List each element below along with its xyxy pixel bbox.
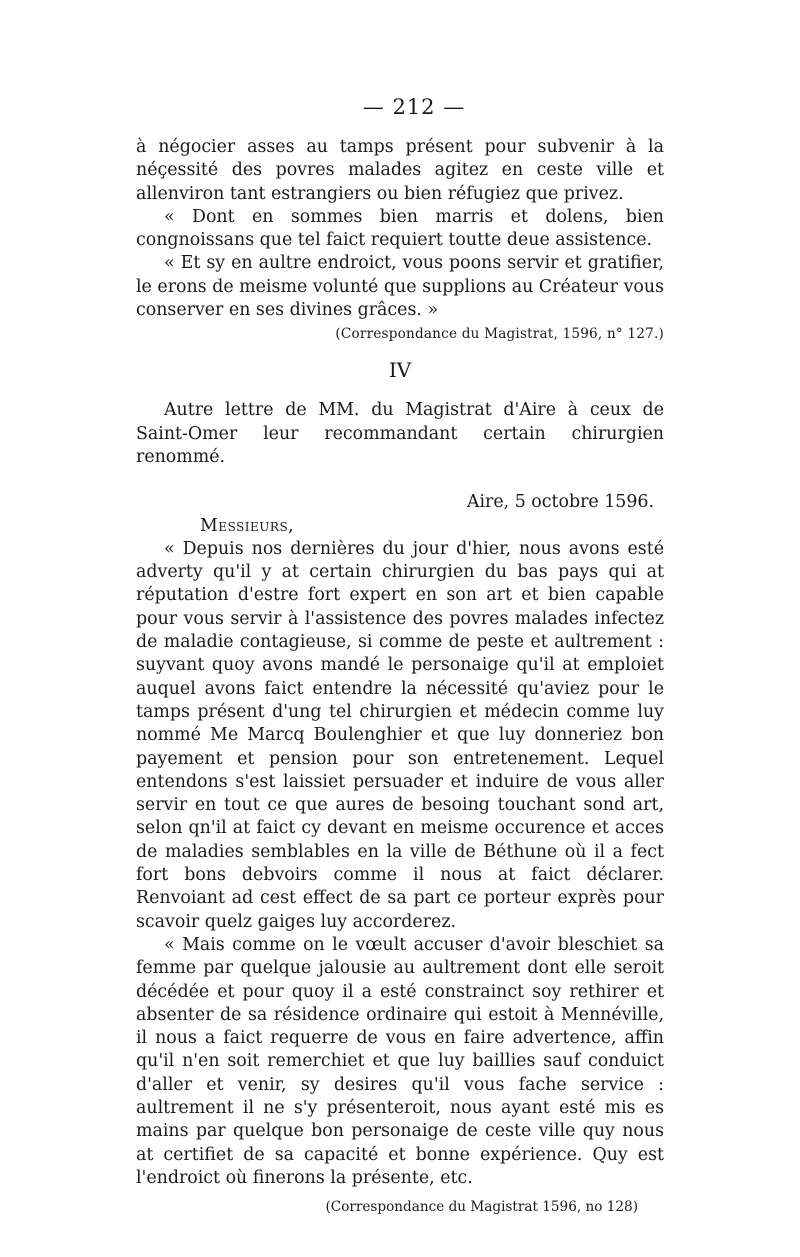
letter-date: Aire, 5 octobre 1596. xyxy=(466,492,654,513)
citation: (Correspondance du Magistrat, 1596, n° 127.) xyxy=(335,326,664,343)
document-page xyxy=(136,92,664,1218)
section-heading: IV xyxy=(388,358,412,383)
paragraph: « Mais comme on le vœult accuser d'avoir bleschiet sa femme par quelque jalousie au aultrement dont elle seroit décédée et pour quoy il a esté constrainct soy rethirer et absenter de sa résidence ordinaire qui estoit à Mennéville, il nous a faict requerre de vous en faire advertence, affin qu'il n'en soit remerchiet et que luy baillies sauf conduict d'aller et venir, sy desires qu'il vous fache service : aultrement il ne s'y présenteroit, nous ayant esté mis es mains par quelque bon personaige de ceste ville quy nous at certifiet de sa capacité et bonne expérience. Quy est l'endroict où finerons la présente, etc. xyxy=(136,934,664,1188)
letter-summary: Autre lettre de MM. du Magistrat d'Aire à ceux de Saint-Omer leur recommandant certain chirurgien renommé. xyxy=(136,400,664,467)
paragraph: « Dont en sommes bien marris et dolens, bien congnoissans que tel faict requiert toutte deue assistence. xyxy=(136,206,664,251)
paragraph-continued: à négocier asses au tamps présent pour subvenir à la néçessité des povres malades agitez en ceste ville et allenviron tant estrangiers ou bien réfugiez que privez. xyxy=(136,137,664,204)
page-number: — 212 — xyxy=(362,95,466,119)
paragraph: « Et sy en aultre endroict, vous poons servir et gratifier, le erons de meisme volunté que supplions au Créateur vous conserver en ses divines grâces. » xyxy=(136,253,664,321)
paragraph: « Depuis nos dernières du jour d'hier, nous avons esté adverty qu'il y at certain chirurgien du bas pays qui at réputation d'estre fort expert en son art et bien capable pour vous servir à l'assistence des povres malades infectez de maladie contagieuse, si comme de peste et aultrement : suyvant quoy avons mandé le personaige qu'il at emploiet auquel avons faict entendre la nécessité qu'aviez pour le tamps présent d'ung tel chirurgien et médecin comme luy nommé Me Marcq Boulenghier et que luy donneriez bon payement et pension pour son entretenement. Lequel entendons s'est laissiet persuader et induire de vous aller servir en tout ce que aures de besoing touchant sond art, selon qn'il at faict cy devant en meisme occurence et acces de maladies semblables en la ville de Béthune où il a fect fort bons debvoirs comme il nous at faict déclarer. Renvoiant ad cest effect de sa part ce porteur exprès pour scavoir quelz gaiges luy accorderez. xyxy=(136,538,664,932)
citation: (Correspondance du Magistrat 1596, no 128) xyxy=(325,1199,638,1216)
salutation: Messieurs, xyxy=(200,515,295,536)
